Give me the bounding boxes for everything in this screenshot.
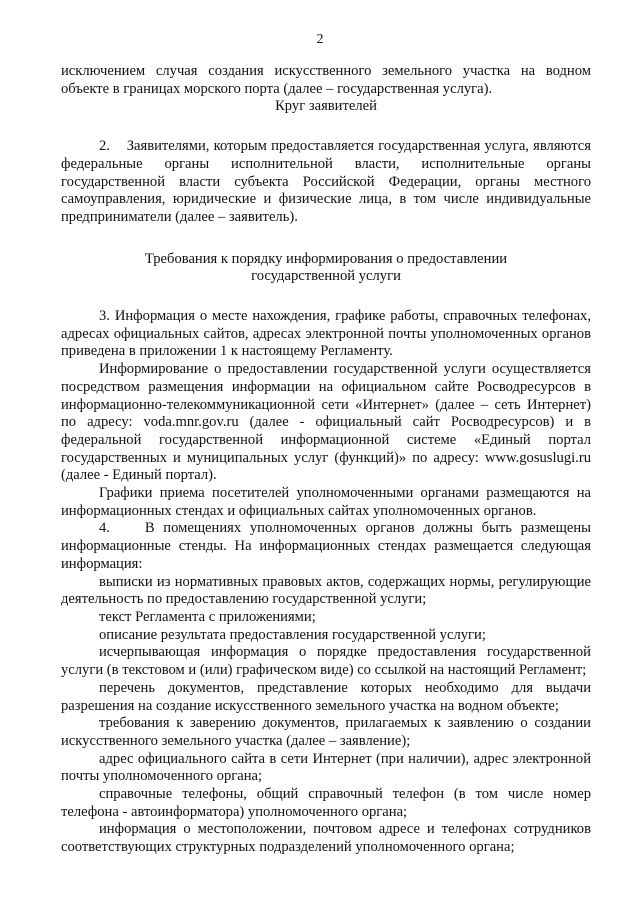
heading-applicants: Круг заявителей <box>275 98 377 115</box>
paragraph-4: 4. В помещениях уполномоченных органов должны быть размещены информационные стенды. На информационных стендах размещается следующая информация: <box>61 520 591 572</box>
list-item: перечень документов, представление которых необходимо для выдачи разрешения на создание искусственного земельного участка на водном объекте; <box>61 679 591 714</box>
list-item: описание результата предоставления государственной услуги; <box>99 626 486 643</box>
list-item: текст Регламента с приложениями; <box>99 608 316 625</box>
paragraph-continuation: исключением случая создания искусственного земельного участка на водном объекте в границах морского порта (далее – государственная услуга). <box>61 63 591 97</box>
list-item: исчерпывающая информация о порядке предоставления государственной услуги (в текстовом и (или) графическом виде) со ссылкой на настоящий Регламент; <box>61 644 591 679</box>
list-item: адрес официального сайта в сети Интернет (при наличии), адрес электронной почты уполномоченного органа; <box>61 750 591 785</box>
list-item: выписки из нормативных правовых актов, содержащих нормы, регулирующие деятельность по предоставлению государственной услуги; <box>61 573 591 608</box>
paragraph-schedules: Графики приема посетителей уполномоченными органами размещаются на информационных стендах и официальных сайтах уполномоченных органов. <box>61 485 591 519</box>
paragraph-2: 2. Заявителями, которым предоставляется государственная услуга, являются федеральные органы исполнительной власти, исполнительные органы государственной власти субъекта Российской Федерации, органы местного самоуправления, юридические и физические лица, в том числе индивидуальные предприниматели (далее – заявитель). <box>61 138 591 225</box>
list-item: требования к заверению документов, прилагаемых к заявлению о создании искусственного земельного участка (далее – заявление); <box>61 715 591 749</box>
heading-information-requirements: Требования к порядку информирования о предоставлении государственной услуги <box>144 250 508 285</box>
page-number: 2 <box>316 32 324 47</box>
document-body <box>61 63 591 857</box>
paragraph-informing: Информирование о предоставлении государственной услуги осуществляется посредством размещения информации на официальном сайте Росводресурсов в информационно-телекоммуникационной сети «Интернет» (далее – сеть Интернет) по адресу: voda.mnr.gov.ru (далее - официальный сайт Росводресурсов) и в федеральной государственной информационной системе «Единый портал государственных и муниципальных услуг (функций)» по адресу: www.gosuslugi.ru (далее - Единый портал). <box>61 361 591 484</box>
list-item: информация о местоположении, почтовом адресе и телефонах сотрудников соответствующих структурных подразделений уполномоченного органа; <box>61 821 591 856</box>
paragraph-3: 3. Информация о месте нахождения, графике работы, справочных телефонах, адресах официальных сайтов, адресах электронной почты уполномоченных органов приведена в приложении 1 к настоящему Регламенту. <box>61 308 591 360</box>
list-item: справочные телефоны, общий справочный телефон (в том числе номер телефона - автоинформатора) уполномоченного органа; <box>61 786 591 820</box>
